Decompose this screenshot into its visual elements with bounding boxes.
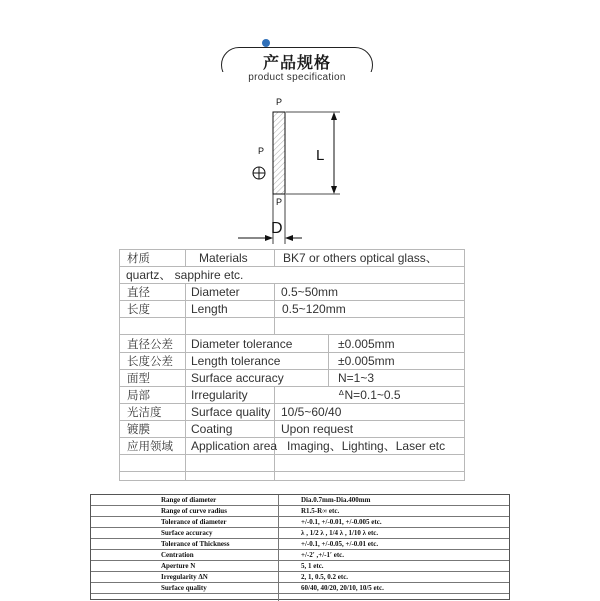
spec-table [119,249,465,481]
row-coating-cn: 镀膜 [127,422,150,436]
row-length-value: 0.5~120mm [282,302,346,316]
row-coating-en: Coating [191,422,233,436]
row-irregularity-en: Irregularity [191,388,248,402]
row-surface-quality-cn: 光洁度 [127,405,162,419]
row-surface-accuracy-cn: 面型 [127,371,150,385]
spec2-label: Range of curve radius [161,507,227,515]
label-p-top: P [276,97,283,107]
row-materials-en: Materials [199,251,248,265]
spec2-value: +/-2′ ,+/-1′ etc. [301,551,345,559]
row-length-en: Length [191,302,228,316]
spec2-label: Surface accuracy [161,529,213,537]
row-diameter-tolerance-value: ±0.005mm [338,337,395,351]
row-irregularity-cn: 局部 [127,388,150,402]
row-diameter-value: 0.5~50mm [281,285,339,299]
row-length-tolerance-value: ±0.005mm [338,354,395,368]
page-title: 产品规格 [262,53,331,72]
row-coating-value: Upon request [281,422,354,436]
row-materials-value: BK7 or others optical glass、 [283,251,438,265]
spec2-value: λ , 1/2 λ , 1/4 λ , 1/10 λ etc. [301,529,379,537]
row-length-tolerance-en: Length tolerance [191,354,281,368]
row-application-cn: 应用领域 [127,439,173,453]
spec2-label: Centration [161,551,194,559]
page-subtitle: product specification [221,72,373,83]
spec2-label: Tolerance of diameter [161,518,227,526]
row-diameter-en: Diameter [191,285,240,299]
row-diameter-tolerance-en: Diameter tolerance [191,337,293,351]
row-surface-quality-en: Surface quality [191,405,271,419]
spec2-label: Irregularity ΔN [161,573,208,581]
spec-table-2 [90,494,510,600]
header-dot-icon [262,39,270,47]
label-p-bottom: P [276,197,283,207]
spec2-label: Surface quality [161,584,207,592]
spec2-value: 60/40, 40/20, 20/10, 10/5 etc. [301,584,384,592]
row-application-en: Application area [191,439,278,453]
row-length-tolerance-cn: 长度公差 [127,354,173,368]
spec2-value: Dia.0.7mm-Dia.400mm [301,496,371,504]
label-l: L [316,147,325,164]
centration-symbol-icon [253,167,265,179]
spec2-value: +/-0.1, +/-0.05, +/-0.01 etc. [301,540,379,548]
row-surface-accuracy-en: Surface accuracy [191,371,284,385]
spec2-label: Tolerance of Thickness [161,540,230,548]
spec2-value: 2, 1, 0.5, 0.2 etc. [301,573,349,581]
row-surface-quality-value: 10/5~60/40 [281,405,342,419]
label-p-left: P [258,146,265,156]
spec2-label: Range of diameter [161,496,217,504]
row-materials-continuation: quartz、 sapphire etc. [126,268,244,282]
row-diameter-tolerance-cn: 直径公差 [127,337,173,351]
spec2-value: R1.5-R∞ etc. [301,507,340,515]
row-diameter-cn: 直径 [127,285,150,299]
spec2-value: +/-0.1, +/-0.01, +/-0.005 etc. [301,518,382,526]
row-surface-accuracy-value: N=1~3 [338,371,375,385]
row-irregularity-value: ᐞN=0.1~0.5 [338,388,401,402]
row-materials-cn: 材质 [127,251,150,265]
spec2-value: 5, 1 etc. [301,562,324,570]
rod-diagram [230,92,360,247]
spec2-label: Aperture N [161,562,196,570]
rod-body [273,112,285,194]
row-application-value: Imaging、Lighting、Laser etc [287,439,446,453]
row-length-cn: 长度 [127,302,150,316]
label-d: D [271,220,283,237]
